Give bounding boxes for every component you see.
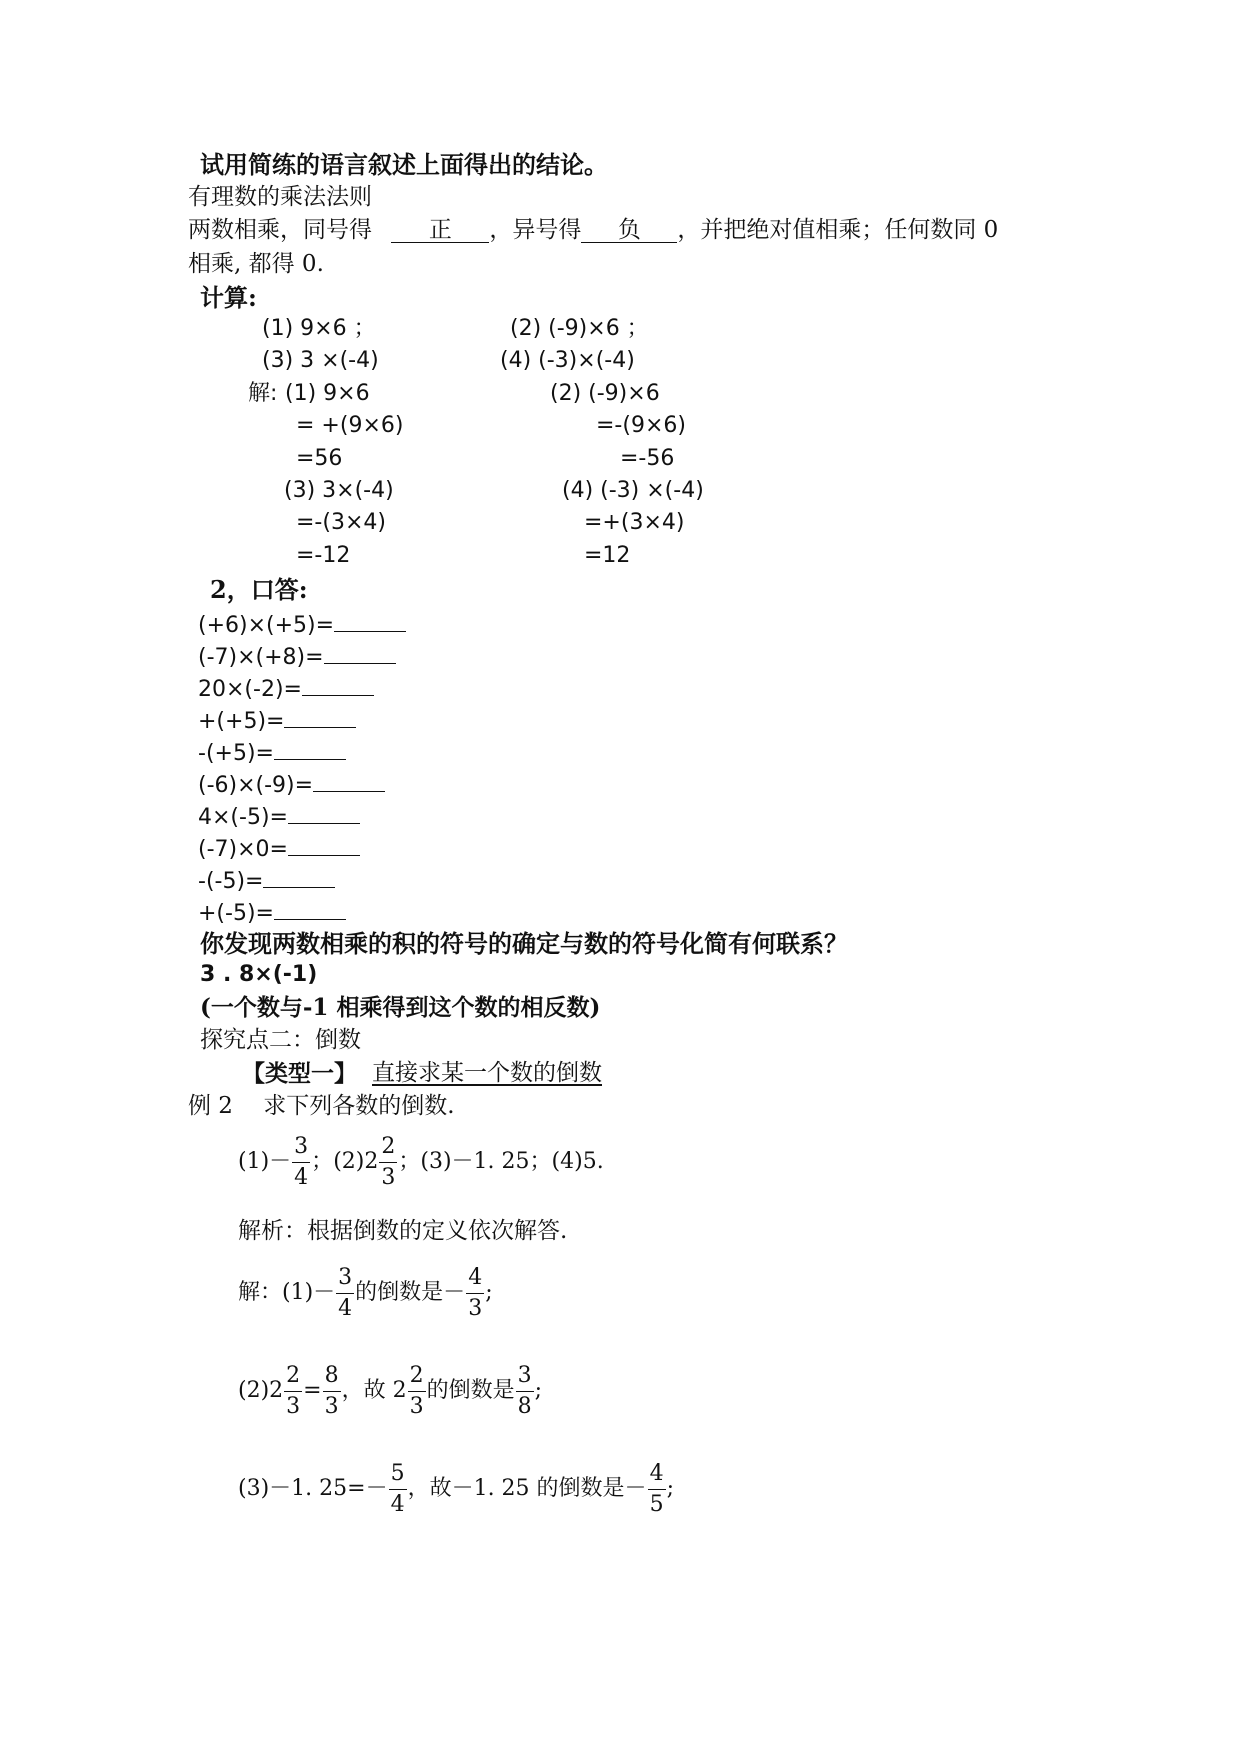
- oral-item: -(+5)=: [198, 739, 346, 765]
- explore-point-2: 探究点二：倒数: [200, 1027, 361, 1053]
- answer-2: (2)2 $\frac{2}{3}$ = $\frac{8}{3}$ ，故 2 $\frac{2}{3}$ 的倒数是 $\frac{3}{8}$ ;: [238, 1362, 543, 1419]
- solution-4-line-3: =12: [584, 543, 631, 568]
- fraction: $\frac{4}{3}$: [468, 1264, 483, 1321]
- answer-1: 解：(1)－ $\frac{3}{4}$ 的倒数是－ $\frac{4}{3}$ ;: [238, 1264, 493, 1321]
- oral-answer-blank: [263, 867, 335, 888]
- sign-question: 你发现两数相乘的积的符号的确定与数的符号化简有何联系？: [200, 929, 848, 958]
- rule-title: 有理数的乘法法则: [188, 184, 372, 210]
- fraction: $\frac{2}{3}$: [409, 1362, 424, 1419]
- rule-text-1: 两数相乘，同号得: [188, 217, 372, 243]
- oral-item: -(-5)=: [198, 867, 335, 893]
- rule-line-2: 相乘, 都得 0.: [188, 251, 324, 277]
- answer-blank-diff-sign: 负: [581, 219, 677, 243]
- example-items: (1)－ $\frac{3}{4}$ ； (2)2 $\frac{2}{3}$ ； (3)－1. 25； (4)5.: [238, 1133, 604, 1190]
- rule-line: [188, 219, 998, 243]
- solution-2-line-2: =-(9×6): [596, 413, 686, 438]
- solution-1-line-1: (1) 9×6: [285, 381, 370, 406]
- oral-item: (-6)×(-9)=: [198, 771, 385, 797]
- oral-item: +(-5)=: [198, 899, 346, 925]
- oral-item: (+6)×(+5)=: [198, 611, 406, 637]
- fraction: $\frac{8}{3}$: [324, 1362, 339, 1419]
- oral-answer-blank: [313, 771, 385, 792]
- solution-1-line-2: = +(9×6): [296, 413, 404, 438]
- solution-label: 解:: [248, 381, 278, 406]
- problem-1: (1) 9×6 ；: [262, 316, 376, 341]
- ex-item-4: (4)5.: [551, 1149, 604, 1174]
- problem-3: (3) 3 ×(-4): [262, 348, 379, 373]
- solution-4-line-2: =+(3×4): [584, 510, 685, 535]
- oral-item: +(+5)=: [198, 707, 356, 733]
- example-2: 例 2 求下列各数的倒数.: [188, 1093, 455, 1119]
- solution-1-line-3: =56: [296, 446, 343, 471]
- fraction: $\frac{5}{4}$: [390, 1460, 405, 1517]
- oral-answer-blank: [302, 675, 374, 696]
- rule-text-3: ，并把绝对值相乘；任何数同 0: [677, 217, 999, 243]
- answer-3: (3)－1. 25=－ $\frac{5}{4}$ ，故－1. 25 的倒数是－ $\frac{4}{5}$ ;: [238, 1460, 674, 1517]
- oral-answer-blank: [324, 643, 396, 664]
- oral-answer-blank: [288, 835, 360, 856]
- oral-item: (-7)×0=: [198, 835, 360, 861]
- oral-item: (-7)×(+8)=: [198, 643, 396, 669]
- fraction: $\frac{2}{3}$: [286, 1362, 301, 1419]
- oral-item: 20×(-2)=: [198, 675, 374, 701]
- oral-answer-blank: [274, 899, 346, 920]
- solution-2-line-1: (2) (-9)×6: [550, 381, 660, 406]
- oral-answer-blank: [284, 707, 356, 728]
- ex-item-1-prefix: (1)－: [238, 1149, 292, 1174]
- fraction: $\frac{4}{5}$: [649, 1460, 664, 1517]
- summary-heading: 试用简练的语言叙述上面得出的结论。: [200, 150, 608, 179]
- oral-answer-blank: [288, 803, 360, 824]
- problem-4: (4) (-3)×(-4): [500, 348, 635, 373]
- oral-answer-blank: [334, 611, 406, 632]
- calc-heading: 计算:: [200, 283, 257, 312]
- fraction: $\frac{3}{4}$: [338, 1264, 353, 1321]
- ex-item-2-prefix: (2)2: [333, 1149, 379, 1174]
- fraction: $\frac{2}{3}$: [381, 1133, 396, 1190]
- problem-2: (2) (-9)×6 ；: [510, 316, 649, 341]
- analysis: 解析：根据倒数的定义依次解答.: [238, 1218, 568, 1244]
- rule-text-2: ，异号得: [489, 217, 582, 243]
- oral-heading: 2，口答:: [210, 575, 308, 604]
- type-title: 直接求某一个数的倒数: [372, 1060, 602, 1086]
- oral-answer-blank: [274, 739, 346, 760]
- solution-3-line-1: (3) 3×(-4): [284, 478, 394, 503]
- fraction: $\frac{3}{8}$: [517, 1362, 532, 1419]
- solution-4-line-1: (4) (-3) ×(-4): [562, 478, 704, 503]
- item-3: 3 . 8×(-1): [200, 962, 318, 987]
- fraction: $\frac{3}{4}$: [294, 1133, 309, 1190]
- oral-item: 4×(-5)=: [198, 803, 360, 829]
- solution-3-line-2: =-(3×4): [296, 510, 386, 535]
- answer-blank-same-sign: 正: [391, 219, 489, 243]
- type-label: 【类型一】: [242, 1060, 357, 1087]
- solution-3-line-3: =-12: [296, 543, 351, 568]
- item-3-note: (一个数与-1 相乘得到这个数的相反数): [200, 994, 601, 1021]
- solution-2-line-3: =-56: [620, 446, 675, 471]
- ex-item-3: (3)－1. 25；: [420, 1149, 552, 1174]
